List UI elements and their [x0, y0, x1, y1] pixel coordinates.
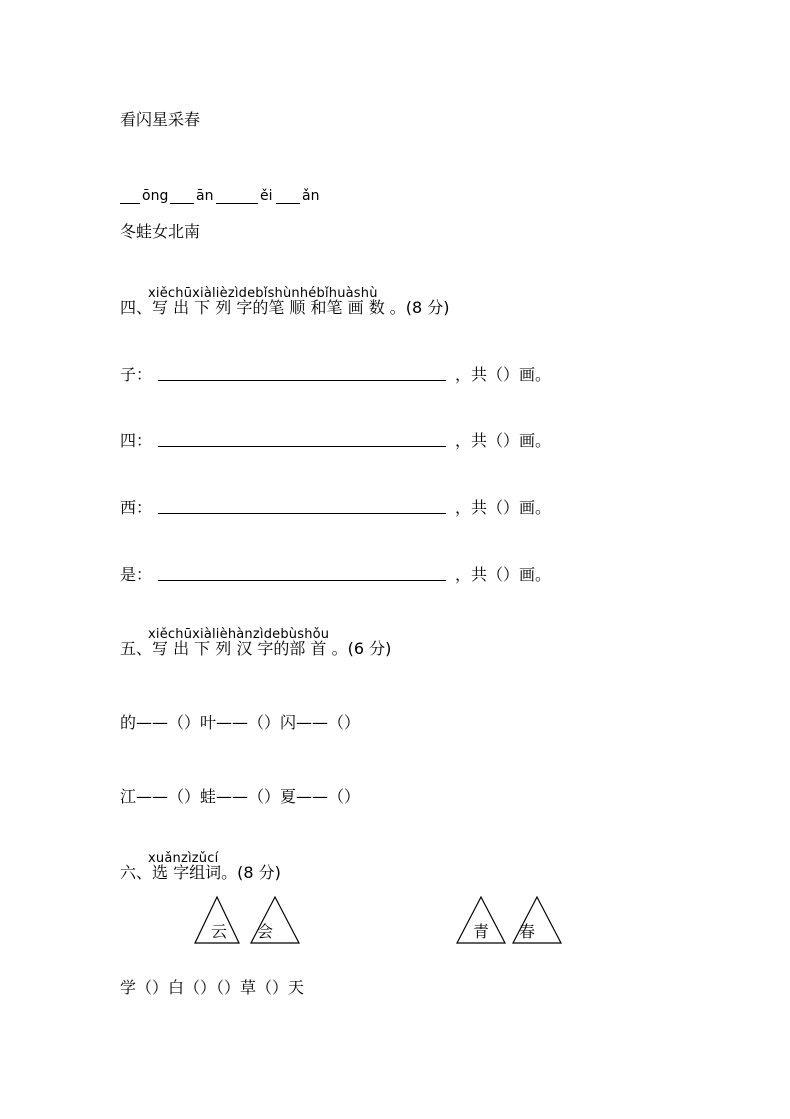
section6-pinyin: xuǎnzìzǔcí [148, 851, 219, 866]
stroke-row-label-4: 是： [120, 565, 153, 584]
stroke-order-blank-1[interactable] [158, 380, 446, 381]
word-choice-row: 学（）白（）（）草（）天 [120, 978, 305, 997]
section5-heading: 五、写 出 下 列 汉 字的部 首 。(6 分) [120, 639, 392, 658]
stroke-row-tail-3: ，共（）画。 [455, 498, 552, 517]
stroke-row-tail-1: ，共（）画。 [455, 365, 552, 384]
stroke-row-tail-4: ，共（）画。 [455, 565, 552, 584]
title-line: 看闪星采春 [120, 110, 201, 129]
pinyin-fill-3: ěi [260, 188, 273, 204]
section4-pinyin: xiěchūxiàlièzìdebǐshùnhébǐhuàshù [148, 286, 378, 301]
stroke-row-label-1: 子： [120, 365, 153, 384]
stroke-order-blank-4[interactable] [158, 580, 446, 581]
section4-heading: 四、写 出 下 列 字的笔 顺 和笔 画 数 。(8 分) [120, 298, 450, 317]
triangle-pair-right [455, 895, 565, 945]
triangle-char-2: 会 [257, 922, 274, 941]
radical-row-1: 的——（）叶——（）闪——（） [120, 713, 361, 732]
pinyin-fill-4: ǎn [302, 188, 320, 204]
triangle-char-3: 青 [473, 922, 490, 941]
section5-pinyin: xiěchūxiàlièhànzìdebùshǒu [148, 627, 330, 642]
stroke-row-tail-2: ，共（）画。 [455, 431, 552, 450]
triangle-char-4: 春 [519, 922, 536, 941]
radical-row-2: 江——（）蛙——（）夏——（） [120, 787, 361, 806]
stroke-row-label-3: 西： [120, 498, 153, 517]
triangle-pair-left [193, 895, 303, 945]
section6-heading: 六、选 字组词。(8 分) [120, 863, 281, 882]
pinyin-fill-2: ān [196, 188, 214, 204]
pinyin-fill-1: ōng [142, 188, 169, 204]
triangle-char-1: 云 [211, 922, 228, 941]
stroke-order-blank-2[interactable] [158, 446, 446, 447]
stroke-row-label-2: 四： [120, 431, 153, 450]
stroke-order-blank-3[interactable] [158, 513, 446, 514]
chars-line: 冬蛙女北南 [120, 222, 201, 241]
